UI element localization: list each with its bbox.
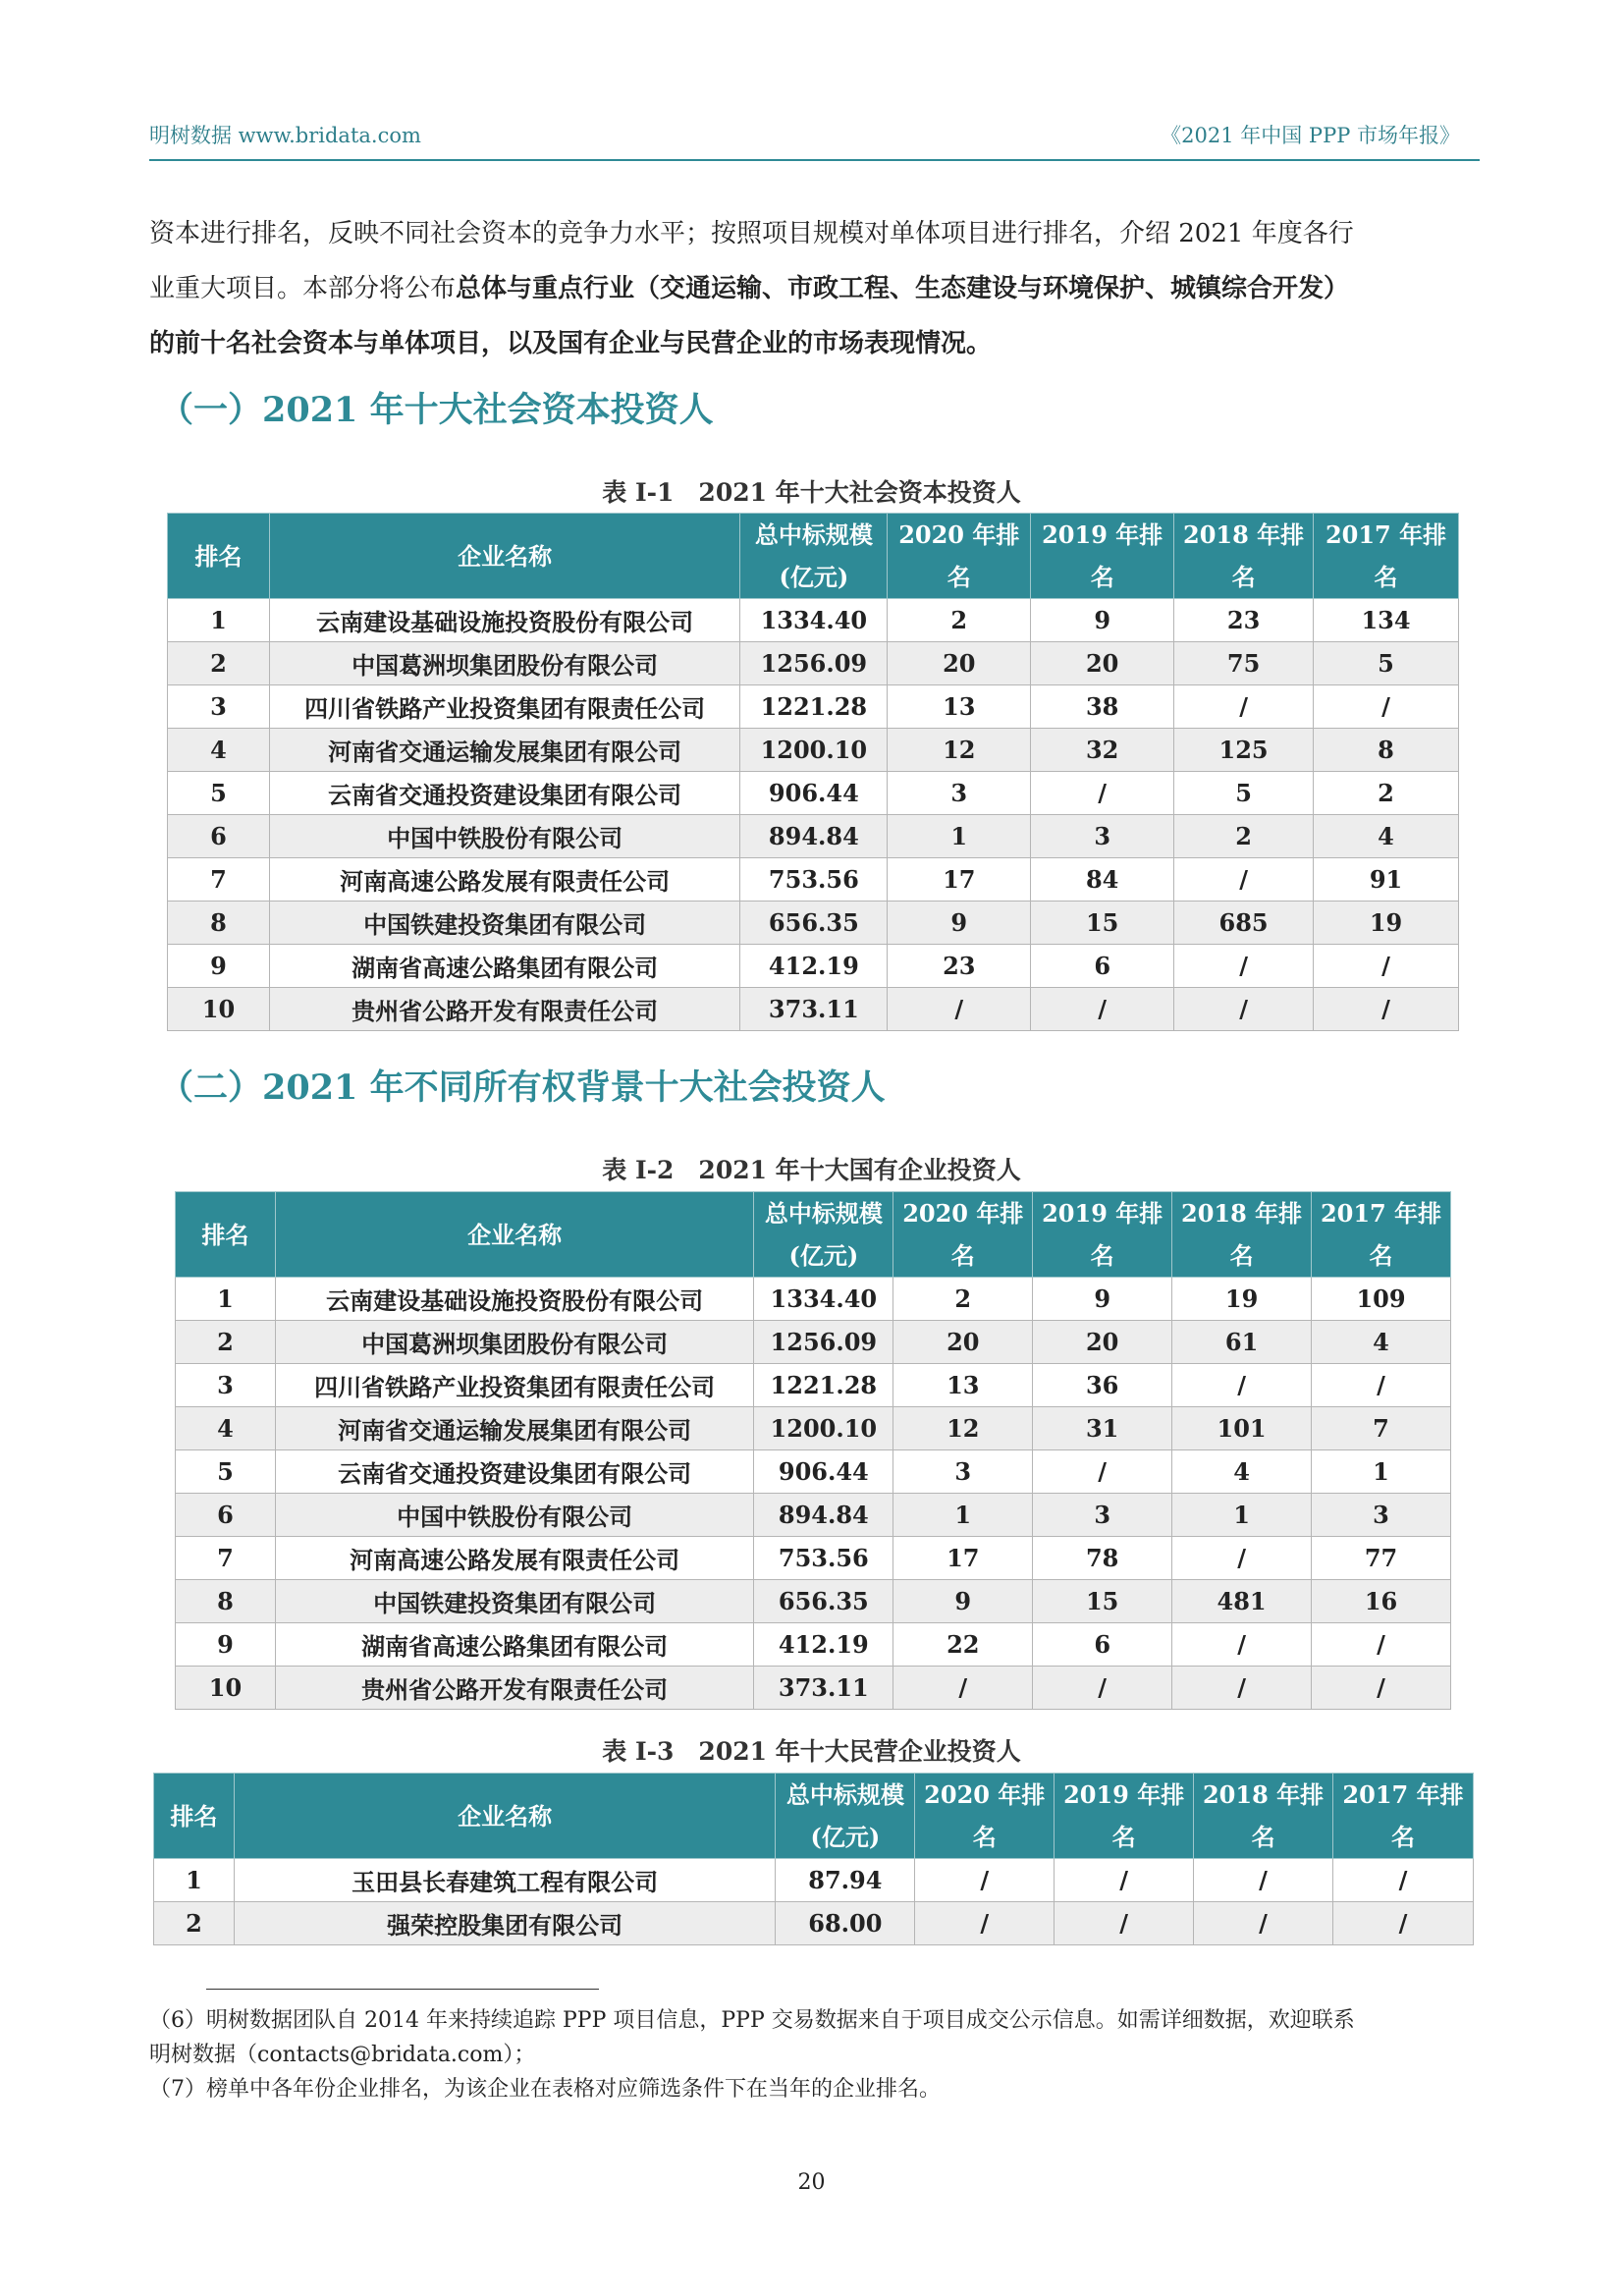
cell-company-name: 云南省交通投资建设集团有限公司	[269, 772, 739, 815]
header-2019: 2019 年排名	[1033, 1192, 1172, 1278]
cell-rank-2018: 5	[1174, 772, 1314, 815]
table-row	[176, 1450, 1451, 1494]
cell-rank-2017: 4	[1312, 1321, 1451, 1364]
cell-rank-2020: /	[893, 1667, 1033, 1710]
cell-rank-2019: /	[1031, 772, 1174, 815]
cell-rank-2017: 19	[1314, 902, 1459, 945]
header-2018: 2018 年排名	[1194, 1774, 1333, 1859]
cell-rank-2020: 12	[893, 1407, 1033, 1450]
cell-rank-2017: 5	[1314, 642, 1459, 685]
section-title-2: （二）2021 年不同所有权背景十大社会投资人	[159, 1067, 886, 1108]
cell-rank-2017: /	[1312, 1364, 1451, 1407]
table-row	[176, 1667, 1451, 1710]
cell-company-name: 云南省交通投资建设集团有限公司	[275, 1450, 753, 1494]
cell-company-name: 中国铁建投资集团有限公司	[269, 902, 739, 945]
cell-rank: 9	[176, 1623, 276, 1667]
cell-rank-2020: 20	[893, 1321, 1033, 1364]
cell-company-name: 贵州省公路开发有限责任公司	[275, 1667, 753, 1710]
cell-rank: 4	[168, 729, 270, 772]
cell-rank-2018: 61	[1172, 1321, 1312, 1364]
cell-rank-2018: 481	[1172, 1580, 1312, 1623]
cell-company-name: 云南建设基础设施投资股份有限公司	[275, 1278, 753, 1321]
cell-rank-2019: 32	[1031, 729, 1174, 772]
cell-company-name: 中国中铁股份有限公司	[269, 815, 739, 858]
cell-rank: 3	[168, 685, 270, 729]
table-row	[176, 1580, 1451, 1623]
cell-rank: 5	[168, 772, 270, 815]
table-row	[168, 858, 1459, 902]
table-row	[168, 815, 1459, 858]
cell-amount: 894.84	[754, 1494, 893, 1537]
cell-rank-2018: 23	[1174, 599, 1314, 642]
cell-company-name: 中国葛洲坝集团股份有限公司	[275, 1321, 753, 1364]
cell-rank: 1	[168, 599, 270, 642]
cell-rank-2018: /	[1194, 1902, 1333, 1945]
cell-rank-2019: 38	[1031, 685, 1174, 729]
cell-rank-2020: 9	[893, 1580, 1033, 1623]
table-row	[176, 1407, 1451, 1450]
cell-rank-2017: /	[1333, 1859, 1474, 1902]
header-rank: 排名	[154, 1774, 235, 1859]
cell-company-name: 强荣控股集团有限公司	[234, 1902, 775, 1945]
cell-rank-2018: /	[1172, 1537, 1312, 1580]
cell-rank-2020: 13	[893, 1364, 1033, 1407]
table-row	[168, 685, 1459, 729]
cell-company-name: 玉田县长春建筑工程有限公司	[234, 1859, 775, 1902]
page-header	[149, 116, 1480, 161]
cell-rank-2019: 78	[1033, 1537, 1172, 1580]
table-row	[168, 988, 1459, 1031]
cell-company-name: 四川省铁路产业投资集团有限责任公司	[275, 1364, 753, 1407]
cell-rank-2018: 19	[1172, 1278, 1312, 1321]
header-2018: 2018 年排名	[1172, 1192, 1312, 1278]
footnote-divider	[206, 1989, 599, 1990]
table-row	[176, 1494, 1451, 1537]
cell-rank-2018: /	[1174, 988, 1314, 1031]
cell-rank-2018: 1	[1172, 1494, 1312, 1537]
table-row	[154, 1859, 1474, 1902]
table-row	[154, 1902, 1474, 1945]
cell-amount: 906.44	[754, 1450, 893, 1494]
intro-line-1: 资本进行排名，反映不同社会资本的竞争力水平；按照项目规模对单体项目进行排名，介绍 2021 年度各行	[149, 219, 1354, 248]
cell-rank-2019: 9	[1031, 599, 1174, 642]
cell-amount: 1200.10	[740, 729, 888, 772]
header-amount: 总中标规模(亿元)	[776, 1774, 915, 1859]
cell-amount: 1256.09	[754, 1321, 893, 1364]
cell-rank: 10	[176, 1667, 276, 1710]
header-name: 企业名称	[269, 514, 739, 599]
cell-rank-2019: 15	[1033, 1580, 1172, 1623]
header-2019: 2019 年排名	[1031, 514, 1174, 599]
section-title-1: （一）2021 年十大社会资本投资人	[159, 390, 714, 430]
cell-rank: 3	[176, 1364, 276, 1407]
cell-rank-2019: /	[1055, 1859, 1194, 1902]
cell-rank-2017: /	[1314, 945, 1459, 988]
table-1	[167, 513, 1459, 1031]
table-row	[168, 729, 1459, 772]
cell-company-name: 河南省交通运输发展集团有限公司	[269, 729, 739, 772]
table-3	[153, 1773, 1474, 1945]
footnote-6-line-1: （6）明树数据团队自 2014 年来持续追踪 PPP 项目信息，PPP 交易数据来自于项目成交公示信息。如需详细数据，欢迎联系	[149, 2008, 1355, 2033]
cell-company-name: 湖南省高速公路集团有限公司	[269, 945, 739, 988]
cell-rank-2017: /	[1314, 685, 1459, 729]
cell-rank-2017: 1	[1312, 1450, 1451, 1494]
cell-rank: 10	[168, 988, 270, 1031]
cell-rank-2019: 31	[1033, 1407, 1172, 1450]
table-row	[168, 945, 1459, 988]
table-3-caption: 表 I-3 2021 年十大民营企业投资人	[602, 1737, 1021, 1766]
cell-rank-2018: /	[1174, 685, 1314, 729]
table-1-caption: 表 I-1 2021 年十大社会资本投资人	[602, 478, 1021, 507]
table-row	[176, 1623, 1451, 1667]
cell-rank-2018: 4	[1172, 1450, 1312, 1494]
intro-line-2-plain: 业重大项目。本部分将公布	[149, 274, 457, 303]
cell-rank-2017: 8	[1314, 729, 1459, 772]
header-2020: 2020 年排名	[915, 1774, 1055, 1859]
cell-rank: 6	[176, 1494, 276, 1537]
cell-rank-2019: /	[1033, 1450, 1172, 1494]
intro-paragraph	[149, 206, 1485, 371]
header-rank: 排名	[168, 514, 270, 599]
cell-rank-2017: 2	[1314, 772, 1459, 815]
cell-company-name: 河南高速公路发展有限责任公司	[275, 1537, 753, 1580]
table-row	[168, 599, 1459, 642]
table-row	[168, 772, 1459, 815]
cell-amount: 412.19	[754, 1623, 893, 1667]
cell-rank: 7	[176, 1537, 276, 1580]
cell-rank-2018: /	[1172, 1667, 1312, 1710]
cell-amount: 412.19	[740, 945, 888, 988]
cell-company-name: 中国中铁股份有限公司	[275, 1494, 753, 1537]
cell-rank-2017: 16	[1312, 1580, 1451, 1623]
cell-company-name: 河南高速公路发展有限责任公司	[269, 858, 739, 902]
header-2017: 2017 年排名	[1312, 1192, 1451, 1278]
header-2020: 2020 年排名	[893, 1192, 1033, 1278]
cell-rank-2018: /	[1174, 858, 1314, 902]
cell-rank-2017: 3	[1312, 1494, 1451, 1537]
cell-rank: 8	[168, 902, 270, 945]
cell-rank-2020: 17	[888, 858, 1031, 902]
cell-rank-2020: 23	[888, 945, 1031, 988]
cell-amount: 373.11	[740, 988, 888, 1031]
header-2020: 2020 年排名	[888, 514, 1031, 599]
cell-rank-2019: 36	[1033, 1364, 1172, 1407]
header-name: 企业名称	[234, 1774, 775, 1859]
cell-rank-2017: 109	[1312, 1278, 1451, 1321]
header-2019: 2019 年排名	[1055, 1774, 1194, 1859]
cell-rank: 2	[176, 1321, 276, 1364]
cell-amount: 894.84	[740, 815, 888, 858]
cell-company-name: 贵州省公路开发有限责任公司	[269, 988, 739, 1031]
cell-rank-2017: /	[1312, 1667, 1451, 1710]
cell-rank-2018: 75	[1174, 642, 1314, 685]
cell-amount: 87.94	[776, 1859, 915, 1902]
cell-rank-2019: 20	[1033, 1321, 1172, 1364]
header-amount: 总中标规模(亿元)	[740, 514, 888, 599]
footnote-6-line-2: 明树数据（contacts@bridata.com）；	[149, 2043, 536, 2067]
cell-rank-2018: 2	[1174, 815, 1314, 858]
table-row	[176, 1278, 1451, 1321]
header-2018: 2018 年排名	[1174, 514, 1314, 599]
intro-line-2	[149, 261, 1485, 316]
page-number: 20	[797, 2170, 826, 2195]
cell-rank-2018: 685	[1174, 902, 1314, 945]
footnote-7: （7）榜单中各年份企业排名，为该企业在表格对应筛选条件下在当年的企业排名。	[149, 2077, 941, 2102]
cell-company-name: 河南省交通运输发展集团有限公司	[275, 1407, 753, 1450]
intro-line-2-bold: 总体与重点行业（交通运输、市政工程、生态建设与环境保护、城镇综合开发）	[456, 274, 1350, 303]
cell-amount: 68.00	[776, 1902, 915, 1945]
cell-amount: 656.35	[740, 902, 888, 945]
header-right-text: 《2021 年中国 PPP 市场年报》	[1161, 124, 1460, 147]
cell-rank-2018: /	[1172, 1364, 1312, 1407]
header-2017: 2017 年排名	[1314, 514, 1459, 599]
cell-rank-2020: /	[915, 1902, 1055, 1945]
cell-rank: 8	[176, 1580, 276, 1623]
cell-rank-2017: 134	[1314, 599, 1459, 642]
cell-rank-2020: 17	[893, 1537, 1033, 1580]
header-amount: 总中标规模(亿元)	[754, 1192, 893, 1278]
cell-rank-2019: 3	[1033, 1494, 1172, 1537]
header-name: 企业名称	[275, 1192, 753, 1278]
cell-rank-2019: 3	[1031, 815, 1174, 858]
header-left-text: 明树数据 www.bridata.com	[149, 124, 421, 147]
header-2017: 2017 年排名	[1333, 1774, 1474, 1859]
cell-rank-2020: 20	[888, 642, 1031, 685]
cell-amount: 906.44	[740, 772, 888, 815]
cell-rank: 2	[168, 642, 270, 685]
cell-rank-2019: /	[1055, 1902, 1194, 1945]
cell-rank-2018: /	[1194, 1859, 1333, 1902]
intro-line-3-bold: 的前十名社会资本与单体项目，以及国有企业与民营企业的市场表现情况。	[149, 329, 993, 358]
cell-rank-2018: 125	[1174, 729, 1314, 772]
cell-rank-2020: 2	[888, 599, 1031, 642]
cell-rank-2017: 91	[1314, 858, 1459, 902]
cell-amount: 753.56	[740, 858, 888, 902]
cell-rank: 1	[154, 1859, 235, 1902]
cell-rank-2020: 2	[893, 1278, 1033, 1321]
cell-rank: 9	[168, 945, 270, 988]
cell-rank: 4	[176, 1407, 276, 1450]
cell-rank-2017: 4	[1314, 815, 1459, 858]
cell-rank-2017: /	[1333, 1902, 1474, 1945]
cell-amount: 656.35	[754, 1580, 893, 1623]
cell-rank-2019: 84	[1031, 858, 1174, 902]
cell-rank-2018: 101	[1172, 1407, 1312, 1450]
cell-rank-2020: 12	[888, 729, 1031, 772]
table-header-row	[176, 1192, 1451, 1278]
table-row	[168, 902, 1459, 945]
cell-rank-2019: 6	[1033, 1623, 1172, 1667]
cell-rank-2020: 3	[888, 772, 1031, 815]
table-row	[176, 1321, 1451, 1364]
cell-rank-2020: 9	[888, 902, 1031, 945]
table-row	[176, 1537, 1451, 1580]
intro-line-3	[149, 316, 1485, 371]
cell-amount: 753.56	[754, 1537, 893, 1580]
table-2	[175, 1191, 1451, 1710]
cell-rank-2020: /	[915, 1859, 1055, 1902]
cell-company-name: 中国铁建投资集团有限公司	[275, 1580, 753, 1623]
header-rank: 排名	[176, 1192, 276, 1278]
cell-rank-2020: 13	[888, 685, 1031, 729]
cell-rank-2020: 22	[893, 1623, 1033, 1667]
table-2-caption: 表 I-2 2021 年十大国有企业投资人	[602, 1156, 1021, 1184]
cell-rank-2019: 15	[1031, 902, 1174, 945]
cell-rank-2018: /	[1172, 1623, 1312, 1667]
cell-amount: 1221.28	[754, 1364, 893, 1407]
cell-amount: 1200.10	[754, 1407, 893, 1450]
table-header-row	[154, 1774, 1474, 1859]
cell-rank: 2	[154, 1902, 235, 1945]
cell-company-name: 云南建设基础设施投资股份有限公司	[269, 599, 739, 642]
cell-rank-2020: 1	[893, 1494, 1033, 1537]
table-row	[168, 642, 1459, 685]
cell-amount: 1334.40	[740, 599, 888, 642]
cell-rank-2017: 77	[1312, 1537, 1451, 1580]
cell-rank-2017: /	[1312, 1623, 1451, 1667]
table-header-row	[168, 514, 1459, 599]
table-row	[176, 1364, 1451, 1407]
cell-rank-2019: /	[1031, 988, 1174, 1031]
cell-amount: 1221.28	[740, 685, 888, 729]
cell-company-name: 湖南省高速公路集团有限公司	[275, 1623, 753, 1667]
cell-rank-2019: 20	[1031, 642, 1174, 685]
cell-rank-2018: /	[1174, 945, 1314, 988]
cell-rank: 1	[176, 1278, 276, 1321]
cell-rank-2019: 9	[1033, 1278, 1172, 1321]
cell-rank-2019: /	[1033, 1667, 1172, 1710]
cell-rank-2020: 1	[888, 815, 1031, 858]
cell-amount: 373.11	[754, 1667, 893, 1710]
cell-rank-2020: 3	[893, 1450, 1033, 1494]
cell-company-name: 中国葛洲坝集团股份有限公司	[269, 642, 739, 685]
cell-rank-2017: 7	[1312, 1407, 1451, 1450]
cell-rank-2017: /	[1314, 988, 1459, 1031]
cell-rank: 7	[168, 858, 270, 902]
cell-amount: 1334.40	[754, 1278, 893, 1321]
cell-company-name: 四川省铁路产业投资集团有限责任公司	[269, 685, 739, 729]
footnotes	[149, 2003, 1485, 2106]
cell-rank: 6	[168, 815, 270, 858]
cell-rank-2020: /	[888, 988, 1031, 1031]
cell-amount: 1256.09	[740, 642, 888, 685]
cell-rank: 5	[176, 1450, 276, 1494]
cell-rank-2019: 6	[1031, 945, 1174, 988]
